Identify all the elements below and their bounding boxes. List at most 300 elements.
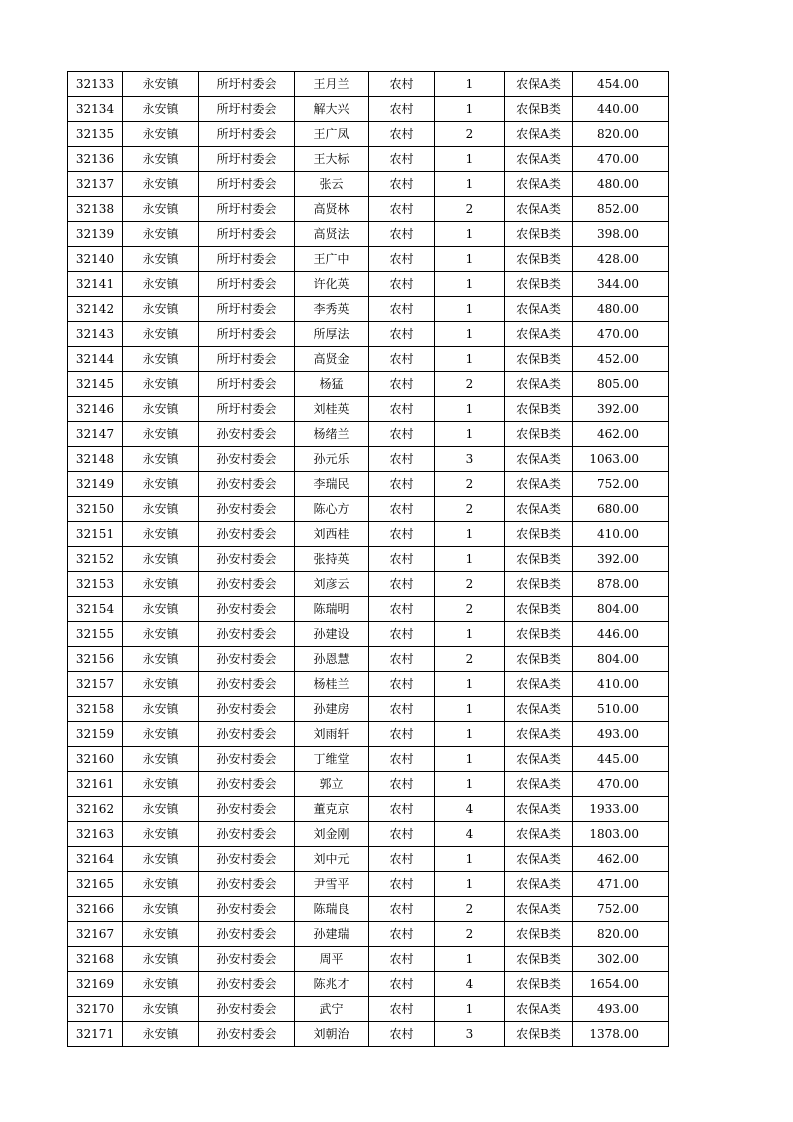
category-cell: 农保B类 bbox=[505, 422, 573, 447]
town-cell: 永安镇 bbox=[123, 72, 199, 97]
table-row bbox=[68, 522, 669, 547]
household-count-cell: 1 bbox=[435, 522, 505, 547]
table-row bbox=[68, 972, 669, 997]
category-cell: 农保B类 bbox=[505, 397, 573, 422]
town-cell: 永安镇 bbox=[123, 172, 199, 197]
town-cell: 永安镇 bbox=[123, 747, 199, 772]
town-cell: 永安镇 bbox=[123, 672, 199, 697]
amount-cell: 804.00 bbox=[573, 597, 669, 622]
town-cell: 永安镇 bbox=[123, 247, 199, 272]
amount-cell: 398.00 bbox=[573, 222, 669, 247]
record-id-cell: 32164 bbox=[68, 847, 123, 872]
amount-cell: 820.00 bbox=[573, 922, 669, 947]
amount-cell: 493.00 bbox=[573, 997, 669, 1022]
area-type-cell: 农村 bbox=[369, 972, 435, 997]
household-count-cell: 4 bbox=[435, 797, 505, 822]
town-cell: 永安镇 bbox=[123, 422, 199, 447]
village-committee-cell: 孙安村委会 bbox=[199, 422, 295, 447]
record-id-cell: 32153 bbox=[68, 572, 123, 597]
category-cell: 农保A类 bbox=[505, 822, 573, 847]
household-count-cell: 2 bbox=[435, 922, 505, 947]
village-committee-cell: 所圩村委会 bbox=[199, 372, 295, 397]
town-cell: 永安镇 bbox=[123, 347, 199, 372]
name-cell: 刘西桂 bbox=[295, 522, 369, 547]
category-cell: 农保A类 bbox=[505, 297, 573, 322]
name-cell: 张持英 bbox=[295, 547, 369, 572]
town-cell: 永安镇 bbox=[123, 597, 199, 622]
village-committee-cell: 孙安村委会 bbox=[199, 922, 295, 947]
household-count-cell: 3 bbox=[435, 447, 505, 472]
record-id-cell: 32161 bbox=[68, 772, 123, 797]
name-cell: 张云 bbox=[295, 172, 369, 197]
table-row bbox=[68, 172, 669, 197]
village-committee-cell: 孙安村委会 bbox=[199, 872, 295, 897]
name-cell: 解大兴 bbox=[295, 97, 369, 122]
village-committee-cell: 所圩村委会 bbox=[199, 72, 295, 97]
table-row bbox=[68, 472, 669, 497]
amount-cell: 480.00 bbox=[573, 172, 669, 197]
record-id-cell: 32135 bbox=[68, 122, 123, 147]
amount-cell: 440.00 bbox=[573, 97, 669, 122]
household-count-cell: 1 bbox=[435, 997, 505, 1022]
amount-cell: 462.00 bbox=[573, 422, 669, 447]
area-type-cell: 农村 bbox=[369, 747, 435, 772]
name-cell: 孙建房 bbox=[295, 697, 369, 722]
record-id-cell: 32162 bbox=[68, 797, 123, 822]
table-row bbox=[68, 447, 669, 472]
amount-cell: 493.00 bbox=[573, 722, 669, 747]
category-cell: 农保B类 bbox=[505, 522, 573, 547]
village-committee-cell: 所圩村委会 bbox=[199, 97, 295, 122]
table-row bbox=[68, 797, 669, 822]
record-id-cell: 32157 bbox=[68, 672, 123, 697]
category-cell: 农保A类 bbox=[505, 497, 573, 522]
household-count-cell: 2 bbox=[435, 572, 505, 597]
area-type-cell: 农村 bbox=[369, 572, 435, 597]
town-cell: 永安镇 bbox=[123, 122, 199, 147]
category-cell: 农保A类 bbox=[505, 322, 573, 347]
table-row bbox=[68, 197, 669, 222]
area-type-cell: 农村 bbox=[369, 447, 435, 472]
town-cell: 永安镇 bbox=[123, 772, 199, 797]
area-type-cell: 农村 bbox=[369, 97, 435, 122]
category-cell: 农保A类 bbox=[505, 897, 573, 922]
area-type-cell: 农村 bbox=[369, 422, 435, 447]
table-row bbox=[68, 272, 669, 297]
town-cell: 永安镇 bbox=[123, 547, 199, 572]
household-count-cell: 1 bbox=[435, 947, 505, 972]
village-committee-cell: 孙安村委会 bbox=[199, 847, 295, 872]
village-committee-cell: 所圩村委会 bbox=[199, 147, 295, 172]
household-count-cell: 1 bbox=[435, 272, 505, 297]
name-cell: 刘桂英 bbox=[295, 397, 369, 422]
amount-cell: 392.00 bbox=[573, 397, 669, 422]
name-cell: 孙元乐 bbox=[295, 447, 369, 472]
household-count-cell: 1 bbox=[435, 622, 505, 647]
name-cell: 陈兆才 bbox=[295, 972, 369, 997]
area-type-cell: 农村 bbox=[369, 697, 435, 722]
village-committee-cell: 所圩村委会 bbox=[199, 222, 295, 247]
town-cell: 永安镇 bbox=[123, 897, 199, 922]
area-type-cell: 农村 bbox=[369, 797, 435, 822]
amount-cell: 470.00 bbox=[573, 147, 669, 172]
town-cell: 永安镇 bbox=[123, 497, 199, 522]
amount-cell: 752.00 bbox=[573, 897, 669, 922]
household-count-cell: 1 bbox=[435, 97, 505, 122]
household-count-cell: 1 bbox=[435, 147, 505, 172]
category-cell: 农保B类 bbox=[505, 247, 573, 272]
table-row bbox=[68, 772, 669, 797]
record-id-cell: 32148 bbox=[68, 447, 123, 472]
town-cell: 永安镇 bbox=[123, 197, 199, 222]
name-cell: 高贤林 bbox=[295, 197, 369, 222]
town-cell: 永安镇 bbox=[123, 922, 199, 947]
table-row bbox=[68, 97, 669, 122]
category-cell: 农保A类 bbox=[505, 772, 573, 797]
record-id-cell: 32146 bbox=[68, 397, 123, 422]
category-cell: 农保A类 bbox=[505, 122, 573, 147]
category-cell: 农保B类 bbox=[505, 222, 573, 247]
amount-cell: 1803.00 bbox=[573, 822, 669, 847]
town-cell: 永安镇 bbox=[123, 872, 199, 897]
category-cell: 农保A类 bbox=[505, 147, 573, 172]
record-id-cell: 32170 bbox=[68, 997, 123, 1022]
household-count-cell: 2 bbox=[435, 497, 505, 522]
record-id-cell: 32171 bbox=[68, 1022, 123, 1047]
household-count-cell: 2 bbox=[435, 597, 505, 622]
name-cell: 王月兰 bbox=[295, 72, 369, 97]
record-id-cell: 32151 bbox=[68, 522, 123, 547]
category-cell: 农保B类 bbox=[505, 622, 573, 647]
name-cell: 刘朝治 bbox=[295, 1022, 369, 1047]
record-id-cell: 32139 bbox=[68, 222, 123, 247]
table-row bbox=[68, 922, 669, 947]
town-cell: 永安镇 bbox=[123, 397, 199, 422]
record-id-cell: 32142 bbox=[68, 297, 123, 322]
town-cell: 永安镇 bbox=[123, 697, 199, 722]
category-cell: 农保A类 bbox=[505, 447, 573, 472]
record-id-cell: 32167 bbox=[68, 922, 123, 947]
name-cell: 周平 bbox=[295, 947, 369, 972]
household-count-cell: 2 bbox=[435, 647, 505, 672]
record-id-cell: 32138 bbox=[68, 197, 123, 222]
table-row bbox=[68, 897, 669, 922]
amount-cell: 410.00 bbox=[573, 672, 669, 697]
amount-cell: 470.00 bbox=[573, 772, 669, 797]
name-cell: 所厚法 bbox=[295, 322, 369, 347]
table-row bbox=[68, 947, 669, 972]
area-type-cell: 农村 bbox=[369, 72, 435, 97]
record-id-cell: 32160 bbox=[68, 747, 123, 772]
record-id-cell: 32168 bbox=[68, 947, 123, 972]
name-cell: 陈瑞良 bbox=[295, 897, 369, 922]
table-row bbox=[68, 672, 669, 697]
record-id-cell: 32136 bbox=[68, 147, 123, 172]
name-cell: 王广凤 bbox=[295, 122, 369, 147]
household-count-cell: 1 bbox=[435, 322, 505, 347]
household-count-cell: 1 bbox=[435, 872, 505, 897]
record-id-cell: 32147 bbox=[68, 422, 123, 447]
household-count-cell: 4 bbox=[435, 822, 505, 847]
amount-cell: 462.00 bbox=[573, 847, 669, 872]
name-cell: 董克京 bbox=[295, 797, 369, 822]
table-row bbox=[68, 222, 669, 247]
record-id-cell: 32155 bbox=[68, 622, 123, 647]
category-cell: 农保A类 bbox=[505, 472, 573, 497]
category-cell: 农保B类 bbox=[505, 972, 573, 997]
town-cell: 永安镇 bbox=[123, 572, 199, 597]
area-type-cell: 农村 bbox=[369, 172, 435, 197]
record-id-cell: 32156 bbox=[68, 647, 123, 672]
category-cell: 农保A类 bbox=[505, 372, 573, 397]
table-row bbox=[68, 722, 669, 747]
name-cell: 杨猛 bbox=[295, 372, 369, 397]
household-count-cell: 1 bbox=[435, 247, 505, 272]
category-cell: 农保A类 bbox=[505, 797, 573, 822]
record-id-cell: 32165 bbox=[68, 872, 123, 897]
table-row bbox=[68, 122, 669, 147]
village-committee-cell: 孙安村委会 bbox=[199, 647, 295, 672]
household-count-cell: 2 bbox=[435, 897, 505, 922]
household-count-cell: 1 bbox=[435, 397, 505, 422]
village-committee-cell: 孙安村委会 bbox=[199, 897, 295, 922]
record-id-cell: 32163 bbox=[68, 822, 123, 847]
area-type-cell: 农村 bbox=[369, 522, 435, 547]
household-count-cell: 1 bbox=[435, 347, 505, 372]
area-type-cell: 农村 bbox=[369, 897, 435, 922]
table-row bbox=[68, 872, 669, 897]
area-type-cell: 农村 bbox=[369, 222, 435, 247]
village-committee-cell: 孙安村委会 bbox=[199, 972, 295, 997]
area-type-cell: 农村 bbox=[369, 272, 435, 297]
town-cell: 永安镇 bbox=[123, 647, 199, 672]
amount-cell: 446.00 bbox=[573, 622, 669, 647]
category-cell: 农保A类 bbox=[505, 697, 573, 722]
village-committee-cell: 孙安村委会 bbox=[199, 722, 295, 747]
amount-cell: 510.00 bbox=[573, 697, 669, 722]
table-row bbox=[68, 147, 669, 172]
village-committee-cell: 孙安村委会 bbox=[199, 772, 295, 797]
household-count-cell: 1 bbox=[435, 772, 505, 797]
village-committee-cell: 所圩村委会 bbox=[199, 172, 295, 197]
record-id-cell: 32149 bbox=[68, 472, 123, 497]
amount-cell: 452.00 bbox=[573, 347, 669, 372]
name-cell: 武宁 bbox=[295, 997, 369, 1022]
amount-cell: 680.00 bbox=[573, 497, 669, 522]
name-cell: 许化英 bbox=[295, 272, 369, 297]
name-cell: 陈心方 bbox=[295, 497, 369, 522]
category-cell: 农保B类 bbox=[505, 947, 573, 972]
area-type-cell: 农村 bbox=[369, 472, 435, 497]
record-id-cell: 32152 bbox=[68, 547, 123, 572]
amount-cell: 852.00 bbox=[573, 197, 669, 222]
village-committee-cell: 孙安村委会 bbox=[199, 1022, 295, 1047]
record-id-cell: 32133 bbox=[68, 72, 123, 97]
household-count-cell: 1 bbox=[435, 747, 505, 772]
area-type-cell: 农村 bbox=[369, 672, 435, 697]
category-cell: 农保B类 bbox=[505, 647, 573, 672]
household-count-cell: 1 bbox=[435, 172, 505, 197]
village-committee-cell: 孙安村委会 bbox=[199, 597, 295, 622]
amount-cell: 428.00 bbox=[573, 247, 669, 272]
town-cell: 永安镇 bbox=[123, 997, 199, 1022]
amount-cell: 454.00 bbox=[573, 72, 669, 97]
name-cell: 孙建瑞 bbox=[295, 922, 369, 947]
table-row bbox=[68, 647, 669, 672]
village-committee-cell: 所圩村委会 bbox=[199, 272, 295, 297]
area-type-cell: 农村 bbox=[369, 147, 435, 172]
name-cell: 孙建设 bbox=[295, 622, 369, 647]
amount-cell: 470.00 bbox=[573, 322, 669, 347]
village-committee-cell: 所圩村委会 bbox=[199, 197, 295, 222]
record-id-cell: 32150 bbox=[68, 497, 123, 522]
village-committee-cell: 所圩村委会 bbox=[199, 247, 295, 272]
household-count-cell: 1 bbox=[435, 697, 505, 722]
town-cell: 永安镇 bbox=[123, 947, 199, 972]
name-cell: 杨绪兰 bbox=[295, 422, 369, 447]
amount-cell: 1063.00 bbox=[573, 447, 669, 472]
category-cell: 农保A类 bbox=[505, 747, 573, 772]
name-cell: 尹雪平 bbox=[295, 872, 369, 897]
category-cell: 农保B类 bbox=[505, 1022, 573, 1047]
name-cell: 杨桂兰 bbox=[295, 672, 369, 697]
category-cell: 农保A类 bbox=[505, 197, 573, 222]
town-cell: 永安镇 bbox=[123, 797, 199, 822]
table-row bbox=[68, 597, 669, 622]
category-cell: 农保B类 bbox=[505, 347, 573, 372]
amount-cell: 804.00 bbox=[573, 647, 669, 672]
table-row bbox=[68, 347, 669, 372]
household-count-cell: 3 bbox=[435, 1022, 505, 1047]
town-cell: 永安镇 bbox=[123, 1022, 199, 1047]
area-type-cell: 农村 bbox=[369, 997, 435, 1022]
category-cell: 农保B类 bbox=[505, 922, 573, 947]
amount-cell: 1378.00 bbox=[573, 1022, 669, 1047]
village-committee-cell: 孙安村委会 bbox=[199, 547, 295, 572]
area-type-cell: 农村 bbox=[369, 297, 435, 322]
household-count-cell: 1 bbox=[435, 672, 505, 697]
area-type-cell: 农村 bbox=[369, 772, 435, 797]
village-committee-cell: 孙安村委会 bbox=[199, 522, 295, 547]
table-row bbox=[68, 372, 669, 397]
village-committee-cell: 所圩村委会 bbox=[199, 347, 295, 372]
town-cell: 永安镇 bbox=[123, 372, 199, 397]
record-id-cell: 32145 bbox=[68, 372, 123, 397]
table-row bbox=[68, 622, 669, 647]
record-id-cell: 32154 bbox=[68, 597, 123, 622]
town-cell: 永安镇 bbox=[123, 622, 199, 647]
category-cell: 农保A类 bbox=[505, 997, 573, 1022]
village-committee-cell: 所圩村委会 bbox=[199, 322, 295, 347]
area-type-cell: 农村 bbox=[369, 947, 435, 972]
village-committee-cell: 孙安村委会 bbox=[199, 472, 295, 497]
name-cell: 王广中 bbox=[295, 247, 369, 272]
amount-cell: 820.00 bbox=[573, 122, 669, 147]
town-cell: 永安镇 bbox=[123, 147, 199, 172]
area-type-cell: 农村 bbox=[369, 397, 435, 422]
village-committee-cell: 孙安村委会 bbox=[199, 672, 295, 697]
village-committee-cell: 孙安村委会 bbox=[199, 997, 295, 1022]
category-cell: 农保A类 bbox=[505, 72, 573, 97]
area-type-cell: 农村 bbox=[369, 597, 435, 622]
amount-cell: 445.00 bbox=[573, 747, 669, 772]
area-type-cell: 农村 bbox=[369, 847, 435, 872]
name-cell: 丁维堂 bbox=[295, 747, 369, 772]
category-cell: 农保A类 bbox=[505, 722, 573, 747]
village-committee-cell: 所圩村委会 bbox=[199, 397, 295, 422]
village-committee-cell: 孙安村委会 bbox=[199, 947, 295, 972]
table-row bbox=[68, 497, 669, 522]
category-cell: 农保B类 bbox=[505, 547, 573, 572]
area-type-cell: 农村 bbox=[369, 372, 435, 397]
table-row bbox=[68, 847, 669, 872]
record-id-cell: 32143 bbox=[68, 322, 123, 347]
record-id-cell: 32158 bbox=[68, 697, 123, 722]
record-id-cell: 32141 bbox=[68, 272, 123, 297]
amount-cell: 392.00 bbox=[573, 547, 669, 572]
record-id-cell: 32144 bbox=[68, 347, 123, 372]
town-cell: 永安镇 bbox=[123, 822, 199, 847]
amount-cell: 471.00 bbox=[573, 872, 669, 897]
name-cell: 刘彦云 bbox=[295, 572, 369, 597]
category-cell: 农保A类 bbox=[505, 847, 573, 872]
area-type-cell: 农村 bbox=[369, 872, 435, 897]
household-count-cell: 1 bbox=[435, 547, 505, 572]
town-cell: 永安镇 bbox=[123, 472, 199, 497]
table-row bbox=[68, 297, 669, 322]
name-cell: 刘雨轩 bbox=[295, 722, 369, 747]
table-row bbox=[68, 697, 669, 722]
household-count-cell: 2 bbox=[435, 122, 505, 147]
town-cell: 永安镇 bbox=[123, 322, 199, 347]
category-cell: 农保B类 bbox=[505, 572, 573, 597]
amount-cell: 805.00 bbox=[573, 372, 669, 397]
area-type-cell: 农村 bbox=[369, 347, 435, 372]
name-cell: 李瑞民 bbox=[295, 472, 369, 497]
category-cell: 农保B类 bbox=[505, 97, 573, 122]
table-row bbox=[68, 572, 669, 597]
table-row bbox=[68, 247, 669, 272]
area-type-cell: 农村 bbox=[369, 122, 435, 147]
amount-cell: 752.00 bbox=[573, 472, 669, 497]
category-cell: 农保A类 bbox=[505, 672, 573, 697]
village-committee-cell: 孙安村委会 bbox=[199, 797, 295, 822]
table-row bbox=[68, 1022, 669, 1047]
name-cell: 高贤法 bbox=[295, 222, 369, 247]
village-committee-cell: 所圩村委会 bbox=[199, 122, 295, 147]
town-cell: 永安镇 bbox=[123, 272, 199, 297]
household-count-cell: 2 bbox=[435, 472, 505, 497]
town-cell: 永安镇 bbox=[123, 522, 199, 547]
table-row bbox=[68, 397, 669, 422]
name-cell: 高贤金 bbox=[295, 347, 369, 372]
village-committee-cell: 孙安村委会 bbox=[199, 747, 295, 772]
table-row bbox=[68, 997, 669, 1022]
town-cell: 永安镇 bbox=[123, 97, 199, 122]
record-id-cell: 32134 bbox=[68, 97, 123, 122]
record-id-cell: 32137 bbox=[68, 172, 123, 197]
area-type-cell: 农村 bbox=[369, 922, 435, 947]
table-row bbox=[68, 322, 669, 347]
category-cell: 农保A类 bbox=[505, 872, 573, 897]
record-id-cell: 32140 bbox=[68, 247, 123, 272]
household-count-cell: 2 bbox=[435, 197, 505, 222]
amount-cell: 1933.00 bbox=[573, 797, 669, 822]
area-type-cell: 农村 bbox=[369, 497, 435, 522]
village-committee-cell: 孙安村委会 bbox=[199, 622, 295, 647]
household-count-cell: 2 bbox=[435, 372, 505, 397]
household-count-cell: 1 bbox=[435, 722, 505, 747]
